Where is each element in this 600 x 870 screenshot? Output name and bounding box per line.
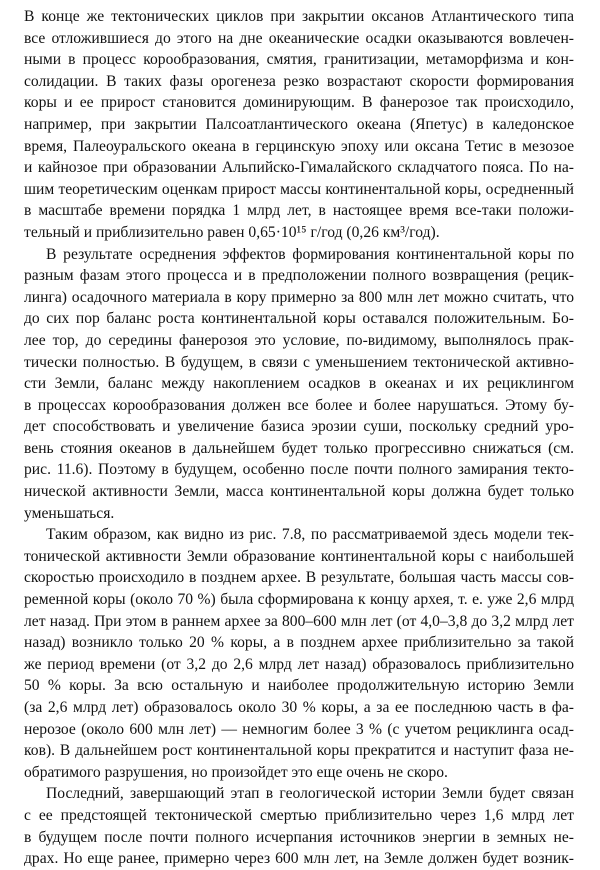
text-line: в будущем после почти полного исчерпания источников энергии в земных не- [24,828,574,846]
text-line: уменьшаться. [24,504,115,522]
text-line: обратимого разрушения, но произойдет это еще очень не скоро. [24,763,448,781]
text-line: рис. 11.6). Поэтому в будущем, особенно после почти полного замирания текто- [24,461,574,479]
text-line: шим теоретическим оценкам прирост массы континентальной коры, осредненный [24,180,574,198]
text-line: Последний, завершающий этап в геологической истории Земли будет связан [46,785,574,803]
text-line: тельный и приблизительно равен 0,65·10¹⁵ г/год (0,26 км³/год). [24,223,440,241]
text-line: все отложившиеся до этого на дне океанические осадки оказываются вовлечен- [24,29,574,47]
text-line: лее тор, до середины фанерозоя это условие, по-видимому, выполнялось прак- [24,331,574,349]
text-line: и кайнозое при образовании Альпийско-Гималайского складчатого пояса. По на- [24,159,574,177]
text-line: ными в процесс корообразования, смятия, гранитизации, метаморфизма и кон- [24,51,574,69]
text-line: Таким образом, как видно из рис. 7.8, по рассматриваемой здесь модели тек- [46,526,574,544]
text-line: в масштабе времени порядка 1 млрд лет, в настоящее время все-таки положи- [24,202,574,220]
text-line: разным фазам этого процесса и в предположении полного возвращения (рецик- [24,267,574,285]
text-line: нерозое (около 600 млн лет) — немногим более 3 % (с учетом рециклинга осад- [24,720,574,738]
text-line: В конце же тектонических циклов при закрытии оксанов Атлантического типа [24,8,574,25]
text-line: вень стояния океанов в дальнейшем будет только прогрессивно снижаться (см. [24,439,574,457]
text-line: 50 % коры. За всю остальную и наиболее продолжительную историю Земли [24,677,574,695]
text-line: (за 2,6 млрд лет) образовалось около 30 % коры, а за ее последнюю часть в фа- [24,699,574,716]
text-line: скоростью происходило в позднем архее. В результате, большая часть массы сов- [24,569,574,587]
text-line: тически полностью. В будущем, в связи с уменьшением тектонической активно- [24,353,574,371]
paragraph [24,783,574,869]
text-line: драх. Но еще ранее, примерно через 600 млн лет, на Земле должен будет возник- [24,850,574,868]
text-line: линга) осадочного материала в кору примерно за 800 млн лет можно считать, что [24,288,574,306]
text-line: время, Палеоуральского океана в герцинскую эпоху или оксана Тетис в мезозое [24,137,574,155]
text-line: нической активности Земли, масса континентальной коры должна будет только [24,483,574,501]
text-line: в процессах корообразования должен все более и более нарушаться. Этому бу- [24,396,574,414]
text-line: же период времени (от 3,2 до 2,6 млрд лет назад) образовалось приблизительно [24,655,574,673]
text-line: дет способствовать и увеличение базиса эрозии суши, поскольку средний уро- [24,418,574,436]
text-line: до сих пор баланс роста континентальной коры оставался положительным. Бо- [24,310,574,328]
paragraph [24,6,574,244]
text-line: тонической активности Земли образование континентальной коры с наибольшей [24,547,574,565]
text-line: сти Земли, баланс между накоплением осадков в океанах и их рециклингом [24,375,574,393]
text-line: В результате осреднения эффектов формирования континентальной коры по [46,245,574,263]
text-line: ков). В дальнейшем рост континентальной коры прекратится и наступит фаза не- [24,742,574,760]
paragraph [24,244,574,525]
paragraph [24,524,574,783]
text-line: например, при закрытии Палсоатлантического океана (Япетус) в каледонское [24,115,574,133]
text-line: с ее предстоящей тектонической смертью приблизительно через 1,6 млрд лет [24,806,574,824]
text-line: ременной коры (около 70 %) была сформирована к концу архея, т. е. уже 2,6 млрд [24,591,574,609]
text-line: назад) возникло только 20 % коры, а в позднем архее приблизительно за такой [24,634,574,652]
text-line: солидации. В таких фазы орогенеза резко возрастают скорости формирования [24,72,574,90]
text-line: коры и ее прирост становится доминирующим. В фанерозое так происходило, [24,94,574,112]
text-line: лет назад. При этом в раннем архее за 800–600 млн лет (от 4,0–3,8 до 3,2 млрд лет [24,612,574,630]
